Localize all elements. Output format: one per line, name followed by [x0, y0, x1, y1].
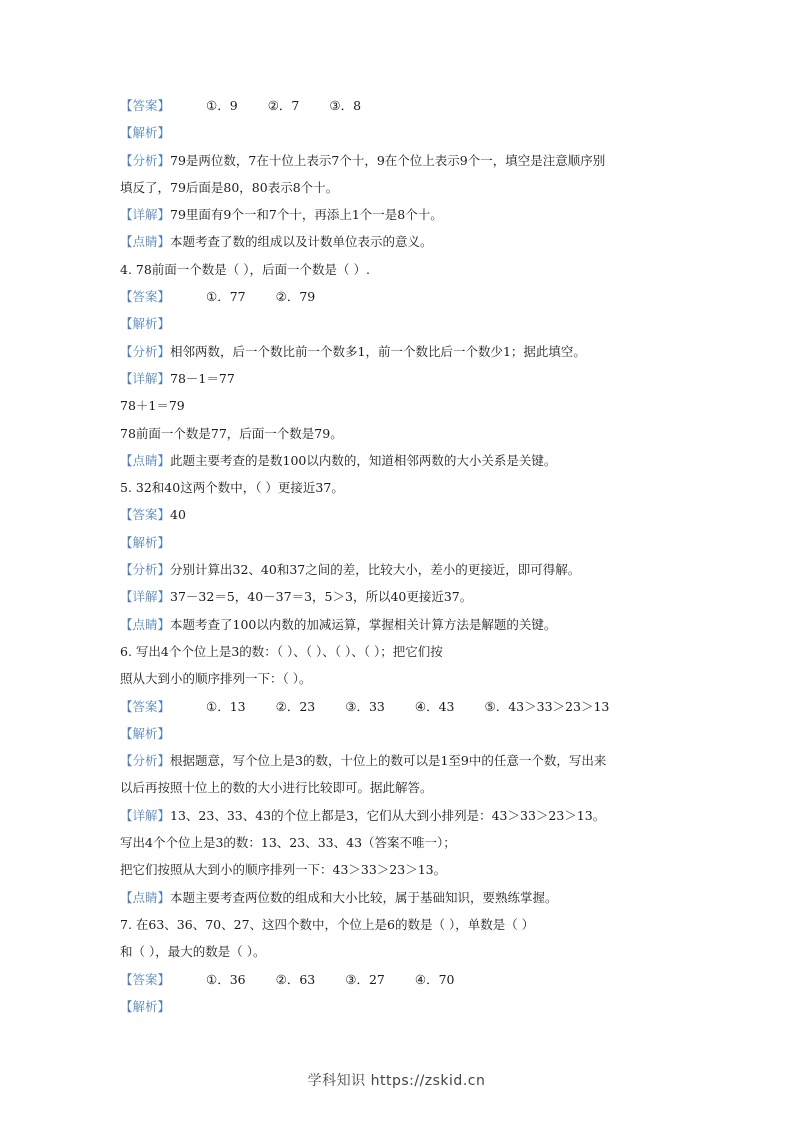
- section-tag: 【点睛】: [120, 452, 171, 468]
- text-line: [120, 420, 680, 447]
- line-text: 照从大到小的顺序排列一下：（ ）。: [120, 671, 312, 687]
- answer-item: ③．33: [345, 698, 385, 714]
- line-text: 本题考查了数的组成以及计数单位表示的意义。: [170, 234, 433, 250]
- answer-item: ④．43: [414, 698, 455, 714]
- line-text: 把它们按照从大到小的顺序排列一下：43＞33＞23＞13。: [120, 862, 447, 878]
- section-tag: 【分析】: [120, 753, 171, 769]
- text-line: [120, 911, 680, 938]
- section-tag: 【解析】: [120, 725, 171, 741]
- text-line: [120, 174, 680, 201]
- analysis-line: [120, 447, 680, 474]
- section-tag: 【详解】: [120, 370, 171, 386]
- analysis-line: [120, 501, 680, 528]
- analysis-line: [120, 720, 680, 747]
- answer-item: ②．23: [275, 698, 316, 714]
- line-text: 7. 在63、36、70、27、这四个数中，个位上是6的数是（ ），单数是（ ）: [120, 916, 535, 932]
- section-tag: 【分析】: [120, 152, 171, 168]
- line-text: 79是两位数，7在十位上表示7个十，9在个位上表示9个一，填空是注意顺序别: [170, 152, 606, 168]
- text-line: [120, 829, 680, 856]
- answer-item: ①．36: [206, 971, 246, 987]
- section-tag: 【分析】: [120, 343, 171, 359]
- section-tag: 【解析】: [120, 316, 171, 332]
- answer-item: ④．70: [414, 971, 455, 987]
- analysis-line: [120, 747, 680, 774]
- answer-item: ②．63: [275, 971, 316, 987]
- line-text: 13、23、33、43的个位上都是3，它们从大到小排列是：43＞33＞23＞13。: [170, 807, 606, 823]
- answer-line: [120, 966, 680, 993]
- answer-item: ②．7: [267, 98, 300, 113]
- line-text: 79里面有9个一和7个十，再添上1个一是8个十。: [170, 207, 443, 223]
- section-tag: 【点睛】: [120, 234, 171, 250]
- analysis-line: [120, 583, 680, 610]
- text-line: [120, 256, 680, 283]
- answer-item: ①．77: [206, 289, 246, 305]
- analysis-line: [120, 119, 680, 146]
- answer-item: ③．8: [329, 98, 362, 113]
- section-tag: 【解析】: [120, 125, 171, 141]
- answer-line: [120, 283, 680, 310]
- text-line: [120, 474, 680, 501]
- analysis-line: [120, 529, 680, 556]
- answer-item: ②．79: [275, 289, 316, 305]
- answer-item: ⑤．43＞33＞23＞13: [484, 698, 610, 714]
- analysis-line: [120, 611, 680, 638]
- document-body: [120, 92, 680, 1020]
- text-line: [120, 665, 680, 692]
- answer-tag: 【答案】: [120, 971, 171, 987]
- analysis-line: [120, 228, 680, 255]
- analysis-line: [120, 365, 680, 392]
- line-text: 分别计算出32、40和37之间的差，比较大小，差小的更接近，即可得解。: [170, 562, 581, 578]
- answer-tag: 【答案】: [120, 289, 171, 305]
- answer-item: ③．27: [345, 971, 385, 987]
- answer-line: [120, 92, 680, 119]
- line-text: 4. 78前面一个数是（ ），后面一个数是（ ）.: [120, 261, 370, 277]
- analysis-line: [120, 201, 680, 228]
- analysis-line: [120, 310, 680, 337]
- text-line: [120, 638, 680, 665]
- line-text: 此题主要考查的是数100以内数的，知道相邻两数的大小关系是关键。: [170, 452, 557, 468]
- line-text: 相邻两数，后一个数比前一个数多1，前一个数比后一个数少1；据此填空。: [170, 343, 586, 359]
- line-text: 本题考查了100以内数的加减运算，掌握相关计算方法是解题的关键。: [170, 616, 557, 632]
- line-text: 40: [170, 507, 186, 523]
- text-line: [120, 938, 680, 965]
- analysis-line: [120, 993, 680, 1020]
- line-text: 78前面一个数是77，后面一个数是79。: [120, 425, 343, 441]
- section-tag: 【详解】: [120, 589, 171, 605]
- line-text: 78＋1＝79: [120, 398, 185, 414]
- section-tag: 【点睛】: [120, 616, 171, 632]
- section-tag: 【详解】: [120, 207, 171, 223]
- section-tag: 【解析】: [120, 998, 171, 1014]
- answer-tag: 【答案】: [120, 98, 171, 113]
- line-text: 根据题意，写个位上是3的数，十位上的数可以是1至9中的任意一个数，写出来: [170, 753, 607, 769]
- line-text: 本题主要考查两位数的组成和大小比较，属于基础知识，要熟练掌握。: [170, 889, 558, 905]
- line-text: 37－32＝5，40－37＝3，5＞3，所以40更接近37。: [170, 589, 473, 605]
- section-tag: 【点睛】: [120, 889, 171, 905]
- footer-watermark: 学科知识 https://zskid.cn: [307, 1073, 486, 1089]
- text-line: [120, 856, 680, 883]
- line-text: 和（ ），最大的数是（ ）。: [120, 944, 266, 960]
- analysis-line: [120, 147, 680, 174]
- line-text: 填反了，79后面是80，80表示8个十。: [120, 179, 339, 195]
- line-text: 78－1＝77: [170, 370, 235, 386]
- analysis-line: [120, 556, 680, 583]
- analysis-line: [120, 338, 680, 365]
- text-line: [120, 774, 680, 801]
- text-line: [120, 392, 680, 419]
- answer-item: ①．13: [206, 698, 246, 714]
- answer-tag: 【答案】: [120, 698, 171, 714]
- line-text: 写出4个个位上是3的数：13、23、33、43（答案不唯一）；: [120, 835, 456, 851]
- answer-item: ①．9: [206, 98, 238, 113]
- answer-line: [120, 693, 680, 720]
- analysis-line: [120, 802, 680, 829]
- section-tag: 【解析】: [120, 534, 171, 550]
- section-tag: 【答案】: [120, 507, 171, 523]
- section-tag: 【详解】: [120, 807, 171, 823]
- line-text: 6. 写出4个个位上是3的数：（ ）、（ ）、（ ）、（ ）；把它们按: [120, 643, 443, 659]
- section-tag: 【分析】: [120, 562, 171, 578]
- line-text: 以后再按照十位上的数的大小进行比较即可。据此解答。: [120, 780, 433, 796]
- line-text: 5. 32和40这两个数中，（ ）更接近37。: [120, 480, 344, 496]
- analysis-line: [120, 884, 680, 911]
